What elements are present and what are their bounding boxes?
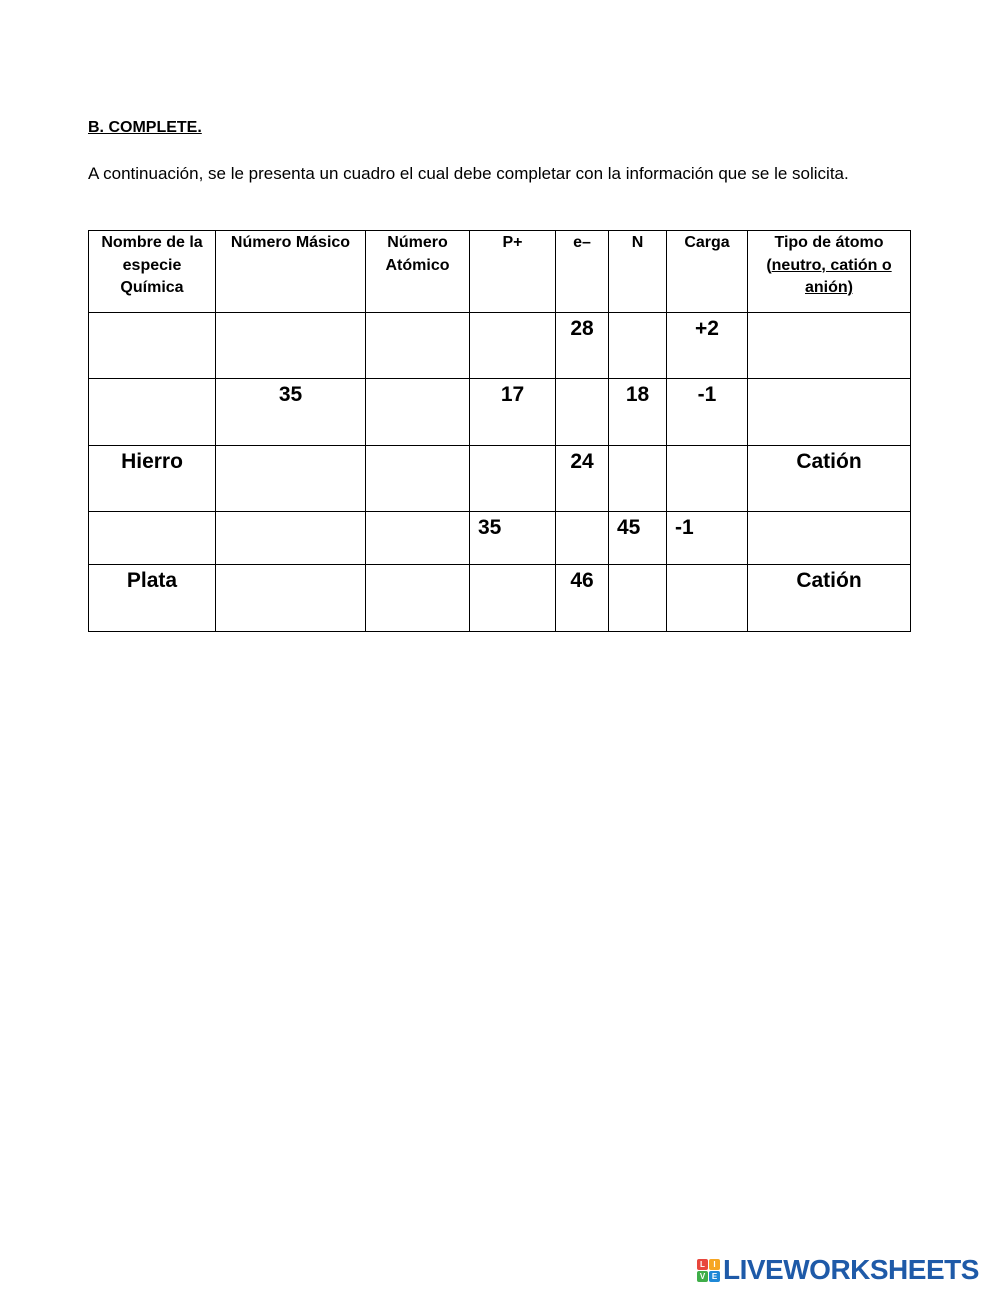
cell-carga[interactable] — [667, 446, 748, 512]
cell-carga: -1 — [667, 512, 748, 565]
cell-neutrones[interactable] — [609, 313, 667, 379]
cell-neutrones: 18 — [609, 379, 667, 446]
cell-atomico[interactable] — [366, 379, 470, 446]
cell-neutrones: 45 — [609, 512, 667, 565]
header-electrones: e– — [556, 231, 609, 313]
cell-electrones: 24 — [556, 446, 609, 512]
completion-table — [88, 230, 911, 632]
cell-protones: 35 — [470, 512, 556, 565]
cell-masico[interactable] — [216, 313, 366, 379]
logo-mark-letter: L — [697, 1259, 708, 1270]
cell-neutrones[interactable] — [609, 446, 667, 512]
cell-protones[interactable] — [470, 313, 556, 379]
cell-nombre: Plata — [89, 565, 216, 632]
logo-mark-letter: I — [709, 1259, 720, 1270]
cell-atomico[interactable] — [366, 565, 470, 632]
cell-nombre[interactable] — [89, 313, 216, 379]
logo-mark-icon — [697, 1259, 720, 1282]
cell-atomico[interactable] — [366, 512, 470, 565]
header-numero-atomico: Número Atómico — [366, 231, 470, 313]
cell-masico[interactable] — [216, 512, 366, 565]
header-protones: P+ — [470, 231, 556, 313]
cell-carga: +2 — [667, 313, 748, 379]
cell-masico[interactable] — [216, 446, 366, 512]
cell-protones: 17 — [470, 379, 556, 446]
cell-atomico[interactable] — [366, 446, 470, 512]
cell-electrones: 46 — [556, 565, 609, 632]
logo-mark-letter: V — [697, 1271, 708, 1282]
table-row — [89, 313, 911, 379]
header-tipo-options: neutro, catión o anión) — [771, 256, 892, 296]
table-row — [89, 379, 911, 446]
liveworksheets-logo — [697, 1255, 979, 1285]
cell-carga: -1 — [667, 379, 748, 446]
header-tipo-prefix: Tipo de átomo — [774, 234, 884, 251]
cell-nombre[interactable] — [89, 512, 216, 565]
table-row — [89, 446, 911, 512]
cell-atomico[interactable] — [366, 313, 470, 379]
cell-electrones[interactable] — [556, 379, 609, 446]
cell-carga[interactable] — [667, 565, 748, 632]
section-title: B. COMPLETE. — [88, 119, 202, 136]
cell-protones[interactable] — [470, 565, 556, 632]
cell-electrones[interactable] — [556, 512, 609, 565]
cell-tipo[interactable] — [748, 379, 911, 446]
header-numero-masico: Número Másico — [216, 231, 366, 313]
logo-text: LIVEWORKSHEETS — [723, 1254, 979, 1285]
logo-mark-letter: E — [709, 1271, 720, 1282]
header-carga: Carga — [667, 231, 748, 313]
cell-electrones: 28 — [556, 313, 609, 379]
table-row — [89, 565, 911, 632]
cell-neutrones[interactable] — [609, 565, 667, 632]
instructions-text: A continuación, se le presenta un cuadro el cual debe completar con la información que se le solicita. — [88, 164, 849, 183]
header-neutrones: N — [609, 231, 667, 313]
cell-masico[interactable] — [216, 565, 366, 632]
header-tipo-paren: ( — [766, 256, 772, 274]
cell-tipo: Catión — [748, 565, 911, 632]
cell-tipo: Catión — [748, 446, 911, 512]
cell-masico: 35 — [216, 379, 366, 446]
table-row — [89, 512, 911, 565]
cell-tipo[interactable] — [748, 313, 911, 379]
cell-nombre: Hierro — [89, 446, 216, 512]
header-row — [89, 231, 911, 313]
cell-tipo[interactable] — [748, 512, 911, 565]
header-tipo-atomo — [748, 231, 911, 313]
cell-protones[interactable] — [470, 446, 556, 512]
cell-nombre[interactable] — [89, 379, 216, 446]
header-nombre: Nombre de la especie Química — [89, 231, 216, 313]
